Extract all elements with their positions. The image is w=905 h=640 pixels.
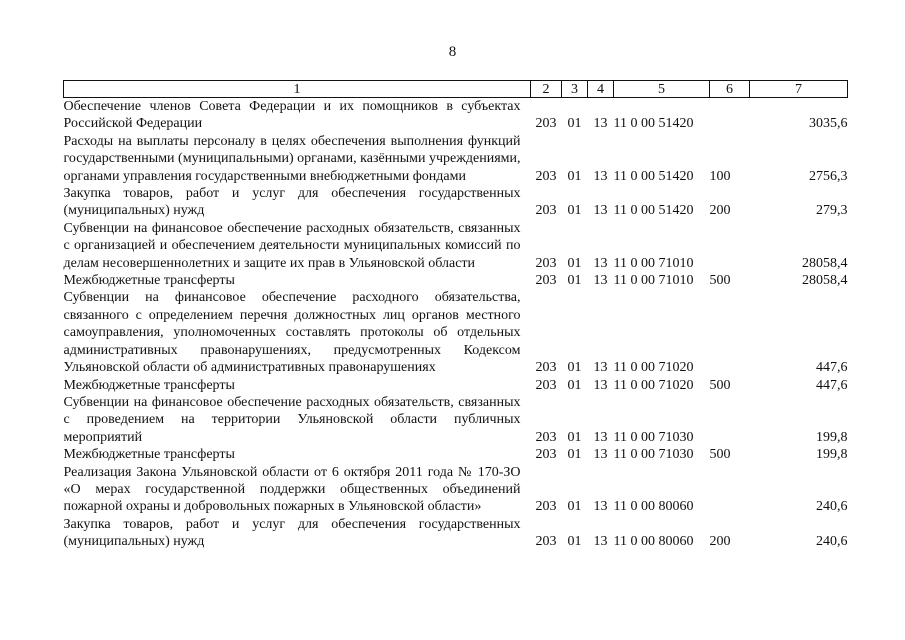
row-description: Реализация Закона Ульяновской области от 6 октября 2011 года № 170-ЗО «О мерах государственной поддержки общественных объединений пожарной охраны и добровольных пожарных в Ульяновской области» [63,464,521,515]
row-description: Межбюджетные трансферты [63,447,235,463]
row-subsection-code: 13 [593,273,608,289]
row-description: Межбюджетные трансферты [63,273,235,289]
row-subsection-code: 13 [593,203,608,219]
budget-table [63,80,848,551]
row-description: Закупка товаров, работ и услуг для обеспечения государственных (муниципальных) нужд [63,186,521,219]
table-row [64,133,848,185]
row-amount: 279,3 [816,203,848,219]
row-department-code: 203 [535,534,557,550]
row-section-code: 01 [567,203,582,219]
table-row [64,464,848,516]
row-target-article: 11 0 00 71030 [613,447,694,463]
row-section-code: 01 [567,168,582,184]
row-description: Субвенции на финансовое обеспечение расходного обязательства, связанного с определением перечня должностных лиц органов местного самоуправления, уполномоченных составлять протоколы об отдельных административных правонарушениях, предусмотренных Кодексом Ульяновской области об административных правонарушениях [63,290,521,376]
row-section-code: 01 [567,377,582,393]
row-department-code: 203 [535,203,557,219]
row-section-code: 01 [567,360,582,376]
row-description: Расходы на выплаты персоналу в целях обеспечения выполнения функций государственными (муниципальными) органами, казёнными учреждениями, органами управления государственными внебюджетными фондами [63,133,521,184]
row-target-article: 11 0 00 71010 [613,273,694,289]
row-subsection-code: 13 [593,447,608,463]
header-col-4: 4 [588,81,614,98]
table-row [64,98,848,133]
table-row [64,220,848,272]
header-row [64,81,848,98]
row-amount: 240,6 [816,499,848,515]
row-expense-type: 500 [709,273,731,289]
row-amount: 199,8 [816,429,848,445]
row-subsection-code: 13 [593,534,608,550]
row-amount: 199,8 [816,447,848,463]
row-target-article: 11 0 00 80060 [613,534,694,550]
row-subsection-code: 13 [593,499,608,515]
row-expense-type: 200 [709,534,731,550]
row-target-article: 11 0 00 80060 [613,499,694,515]
row-description: Субвенции на финансовое обеспечение расходных обязательств, связанных с организацией и обеспечением деятельности муниципальных комиссий по делам несовершеннолетних и защите их прав в Ульяновской области [63,220,521,271]
row-department-code: 203 [535,499,557,515]
header-col-2: 2 [531,81,562,98]
row-target-article: 11 0 00 71030 [613,429,694,445]
row-subsection-code: 13 [593,116,608,132]
row-department-code: 203 [535,168,557,184]
row-amount: 28058,4 [802,273,848,289]
row-description: Субвенции на финансовое обеспечение расходных обязательств, связанных с проведением на территории Ульяновской области публичных мероприятий [63,394,521,445]
row-subsection-code: 13 [593,360,608,376]
header-col-3: 3 [562,81,588,98]
row-section-code: 01 [567,429,582,445]
table-row [64,516,848,551]
row-subsection-code: 13 [593,255,608,271]
row-target-article: 11 0 00 51420 [613,203,694,219]
row-expense-type [710,394,750,446]
row-amount: 447,6 [816,360,848,376]
row-description: Закупка товаров, работ и услуг для обеспечения государственных (муниципальных) нужд [63,516,521,550]
row-subsection-code: 13 [593,429,608,445]
row-section-code: 01 [567,255,582,271]
row-section-code: 01 [567,534,582,550]
table-row [64,185,848,220]
row-expense-type: 500 [709,377,731,393]
row-expense-type: 200 [709,203,731,219]
table-row [64,446,848,463]
row-expense-type [710,289,750,376]
row-description: Межбюджетные трансферты [63,377,235,393]
table-row [64,272,848,289]
row-department-code: 203 [535,360,557,376]
row-subsection-code: 13 [593,377,608,393]
row-expense-type: 100 [709,168,731,184]
row-section-code: 01 [567,116,582,132]
row-section-code: 01 [567,499,582,515]
row-expense-type: 500 [709,447,731,463]
header-col-5: 5 [614,81,710,98]
table-row [64,377,848,394]
row-subsection-code: 13 [593,168,608,184]
row-amount: 240,6 [816,534,848,550]
row-amount: 3035,6 [809,116,848,132]
row-section-code: 01 [567,447,582,463]
row-section-code: 01 [567,273,582,289]
row-department-code: 203 [535,255,557,271]
header-col-1: 1 [64,81,531,98]
table-row [64,394,848,446]
row-department-code: 203 [535,116,557,132]
row-target-article: 11 0 00 71010 [613,255,694,271]
row-amount: 447,6 [816,377,848,393]
header-col-6: 6 [710,81,750,98]
row-expense-type [710,98,750,133]
row-expense-type [710,464,750,516]
row-expense-type [710,220,750,272]
row-target-article: 11 0 00 51420 [613,116,694,132]
row-department-code: 203 [535,447,557,463]
row-department-code: 203 [535,429,557,445]
row-department-code: 203 [535,273,557,289]
row-target-article: 11 0 00 71020 [613,360,694,376]
row-amount: 28058,4 [802,255,848,271]
row-amount: 2756,3 [809,168,848,184]
row-department-code: 203 [535,377,557,393]
table-body [64,98,848,551]
table-row [64,289,848,376]
row-target-article: 11 0 00 71020 [613,377,694,393]
row-description: Обеспечение членов Совета Федерации и их помощников в субъектах Российской Федерации [63,99,521,132]
row-target-article: 11 0 00 51420 [613,168,694,184]
header-col-7: 7 [750,81,848,98]
page-number: 8 [448,44,457,60]
